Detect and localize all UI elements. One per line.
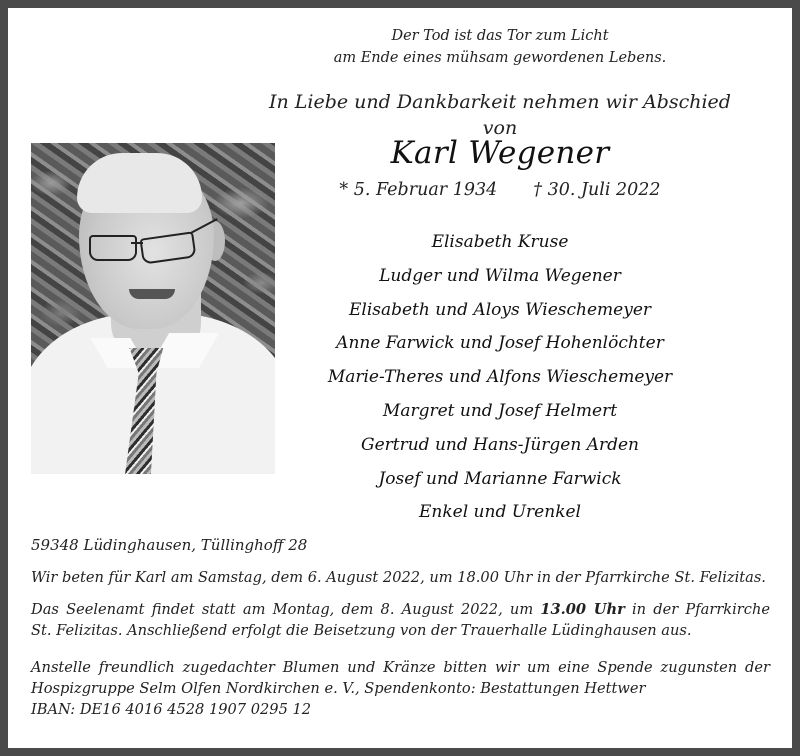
photo-glasses: [89, 235, 137, 261]
requiem-notice: [31, 599, 770, 641]
mourner-entry: Elisabeth und Aloys Wieschemeyer: [348, 299, 652, 320]
donation-line-2: Hospizgruppe Selm Olfen Nordkirchen e. V., Spendenkonto: Bestattungen Hettwer: [31, 680, 646, 697]
family-address: 59348 Lüdinghausen, Tüllinghoff 28: [31, 536, 308, 554]
donation-line-1: Anstelle freundlich zugedachter Blumen und Kränze bitten wir um eine Spende zugunsten der: [31, 659, 770, 676]
motto-line-1: Der Tod ist das Tor zum Licht: [391, 28, 609, 44]
requiem-text: in der Pfarrkirche: [624, 601, 770, 618]
mourner-entry: Ludger und Wilma Wegener: [379, 265, 621, 286]
mourner-entry: Gertrud und Hans-Jürgen Arden: [360, 434, 639, 455]
requiem-line-2: St. Felizitas. Anschließend erfolgt die Beisetzung von der Trauerhalle Lüdinghausen aus.: [31, 622, 692, 639]
photo-glasses-bridge: [131, 242, 143, 244]
mourner-entry: Anne Farwick und Josef Hohenlöchter: [336, 333, 664, 354]
birth-date: * 5. Februar 1934: [339, 180, 498, 200]
requiem-time: 13.00 Uhr: [540, 601, 625, 618]
mourners-list: [300, 227, 700, 531]
life-dates: [300, 178, 700, 202]
motto-line-2: am Ende eines mühsam gewordenen Lebens.: [333, 50, 667, 66]
prayer-notice: Wir beten für Karl am Samstag, dem 6. August 2022, um 18.00 Uhr in der Pfarrkirche St. Felizitas.: [31, 569, 766, 586]
mourner-entry: Elisabeth Kruse: [431, 232, 569, 252]
mourner-entry: Enkel und Urenkel: [418, 502, 581, 523]
intro-text: In Liebe und Dankbarkeit nehmen wir Abschied von: [269, 91, 731, 139]
mourner-entry: Josef und Marianne Farwick: [378, 468, 622, 489]
photo-mouth: [129, 289, 175, 299]
deceased-name: Karl Wegener: [390, 135, 610, 171]
donation-iban: IBAN: DE16 4016 4528 1907 0295 12: [31, 701, 312, 718]
mourner-entry: Marie-Theres und Alfons Wieschemeyer: [327, 367, 673, 388]
donation-notice: [31, 657, 770, 720]
photo-hair: [77, 153, 202, 213]
requiem-line-1: [31, 599, 770, 620]
death-date: † 30. Juli 2022: [533, 180, 661, 200]
mourner-entry: Margret und Josef Helmert: [382, 400, 618, 421]
requiem-text: Das Seelenamt findet statt am Montag, dem 8. August 2022, um: [31, 601, 541, 618]
portrait-photo: [31, 143, 275, 474]
